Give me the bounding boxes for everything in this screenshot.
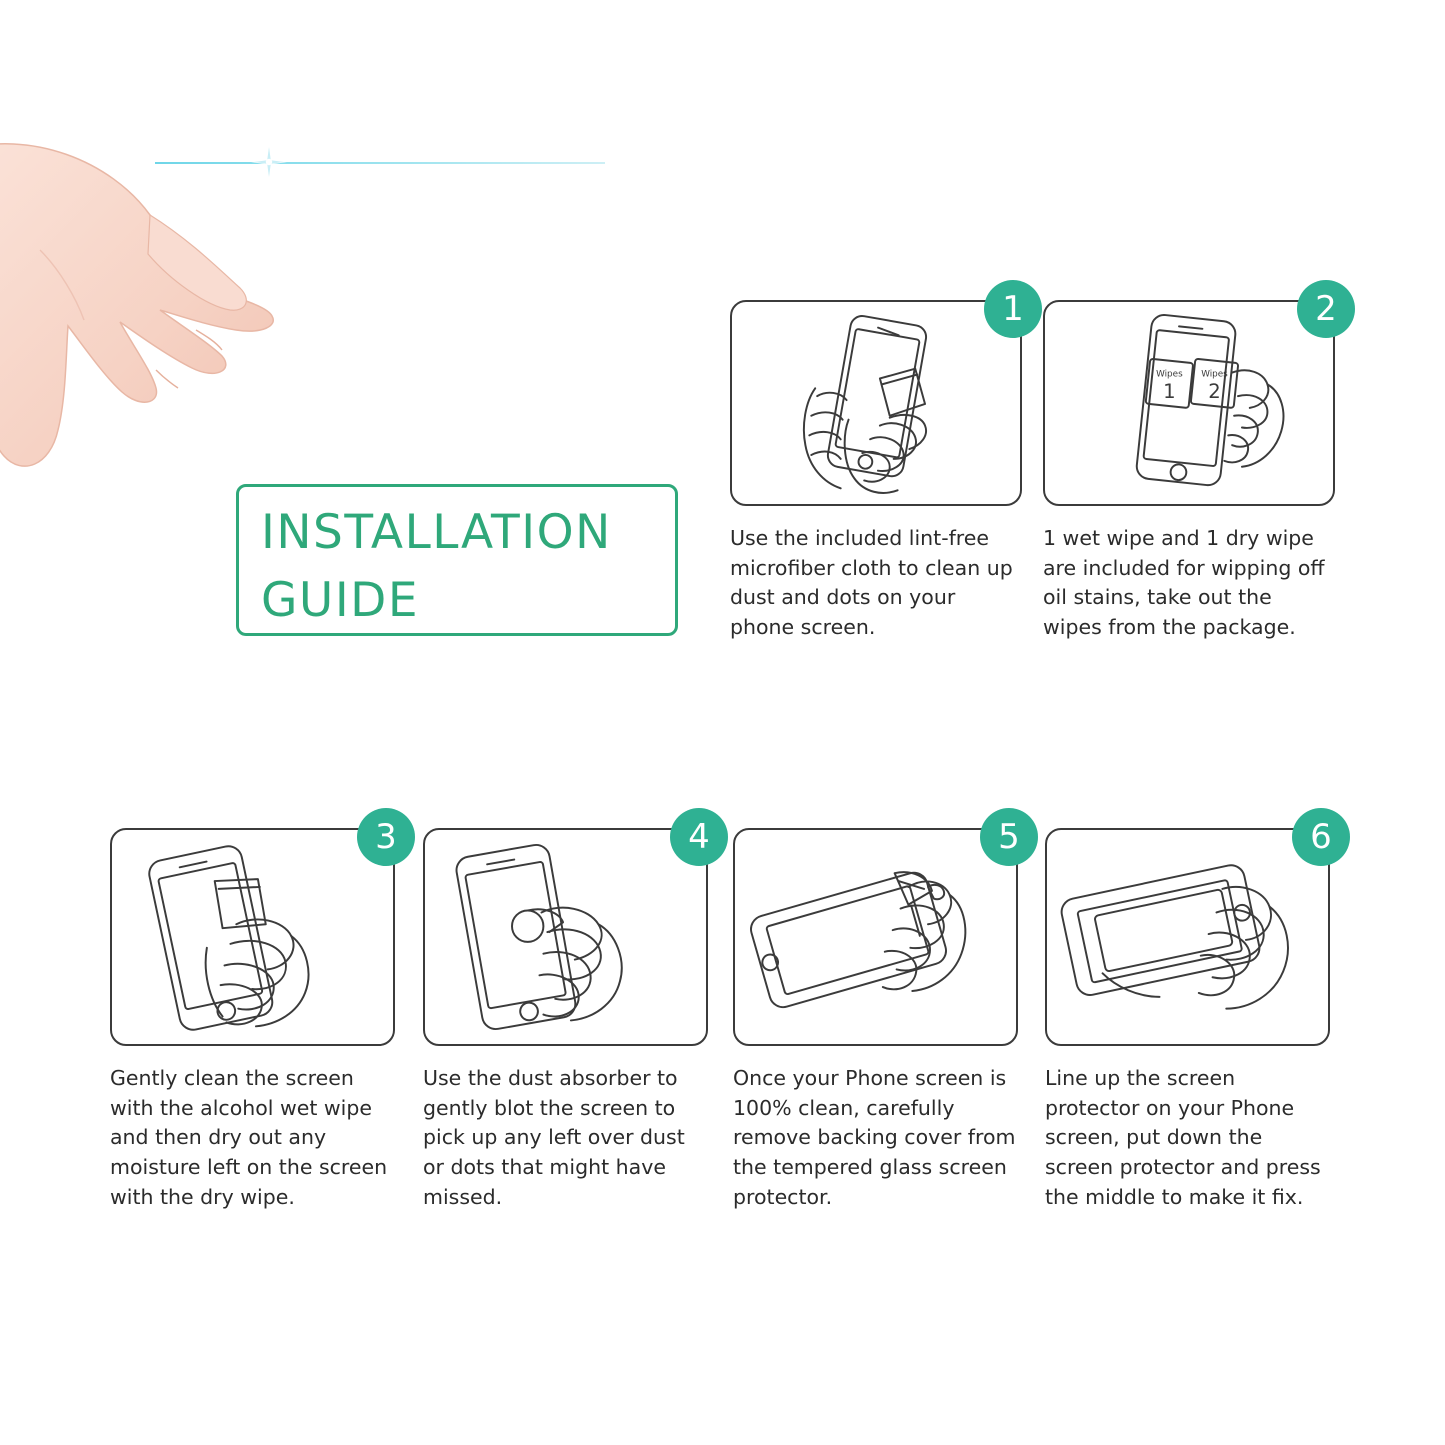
- step-2-illustration-frame: [1043, 289, 1337, 506]
- phone-two-wipes-packets-icon: [1045, 302, 1333, 504]
- step-4-illustration-frame: [423, 817, 710, 1046]
- step-caption-3: Gently clean the screen with the alcohol wet wipe and then dry out any moisture left on the screen with the dry wipe.: [110, 1066, 388, 1209]
- step-card-2: [1043, 289, 1337, 643]
- page-title: [236, 484, 678, 636]
- step-5-illustration-frame: [733, 817, 1020, 1046]
- step-caption-1: Use the included lint-free microfiber cloth to clean up dust and dots on your phone screen.: [730, 526, 1013, 640]
- sparkle-icon: [251, 144, 287, 180]
- tempered-glass-sheet: [155, 160, 605, 166]
- step-badge-4: 4: [670, 808, 728, 866]
- title-line-2: GUIDE: [261, 573, 420, 629]
- step-badge-1: 1: [984, 280, 1042, 338]
- svg-text:2: 2: [1208, 380, 1221, 404]
- svg-text:Wipes: Wipes: [1156, 369, 1183, 380]
- step-badge-2: 2: [1297, 280, 1355, 338]
- step-card-3: [110, 817, 397, 1213]
- step-card-1: [730, 289, 1024, 643]
- step-card-6: [1045, 817, 1332, 1213]
- align-and-press-protector-icon: [1047, 830, 1328, 1044]
- phone-hand-wipe-icon: [112, 830, 393, 1044]
- step-card-4: [423, 817, 710, 1213]
- step-caption-2: 1 wet wipe and 1 dry wipe are included for wipping off oil stains, take out the wipes from the package.: [1043, 526, 1325, 640]
- svg-text:1: 1: [1163, 380, 1176, 404]
- step-3-illustration-frame: [110, 817, 397, 1046]
- step-caption-4: Use the dust absorber to gently blot the screen to pick up any left over dust or dots that might have missed.: [423, 1066, 685, 1209]
- phone-dust-absorber-sticker-icon: [425, 830, 706, 1044]
- step-badge-3: 3: [357, 808, 415, 866]
- phone-wipe-cloth-icon: [732, 302, 1020, 504]
- svg-text:Wipes: Wipes: [1201, 369, 1228, 380]
- step-badge-5: 5: [980, 808, 1038, 866]
- step-card-5: [733, 817, 1020, 1213]
- title-line-1: INSTALLATION: [261, 505, 612, 560]
- step-6-illustration-frame: [1045, 817, 1332, 1046]
- step-caption-6: Line up the screen protector on your Phone screen, put down the screen protector and press the middle to make it fix.: [1045, 1066, 1321, 1209]
- glass-edge-line: [155, 162, 605, 164]
- step-badge-6: 6: [1292, 808, 1350, 866]
- step-1-illustration-frame: [730, 289, 1024, 506]
- step-caption-5: Once your Phone screen is 100% clean, carefully remove backing cover from the tempered glass screen protector.: [733, 1066, 1016, 1209]
- peel-backing-cover-icon: [735, 830, 1016, 1044]
